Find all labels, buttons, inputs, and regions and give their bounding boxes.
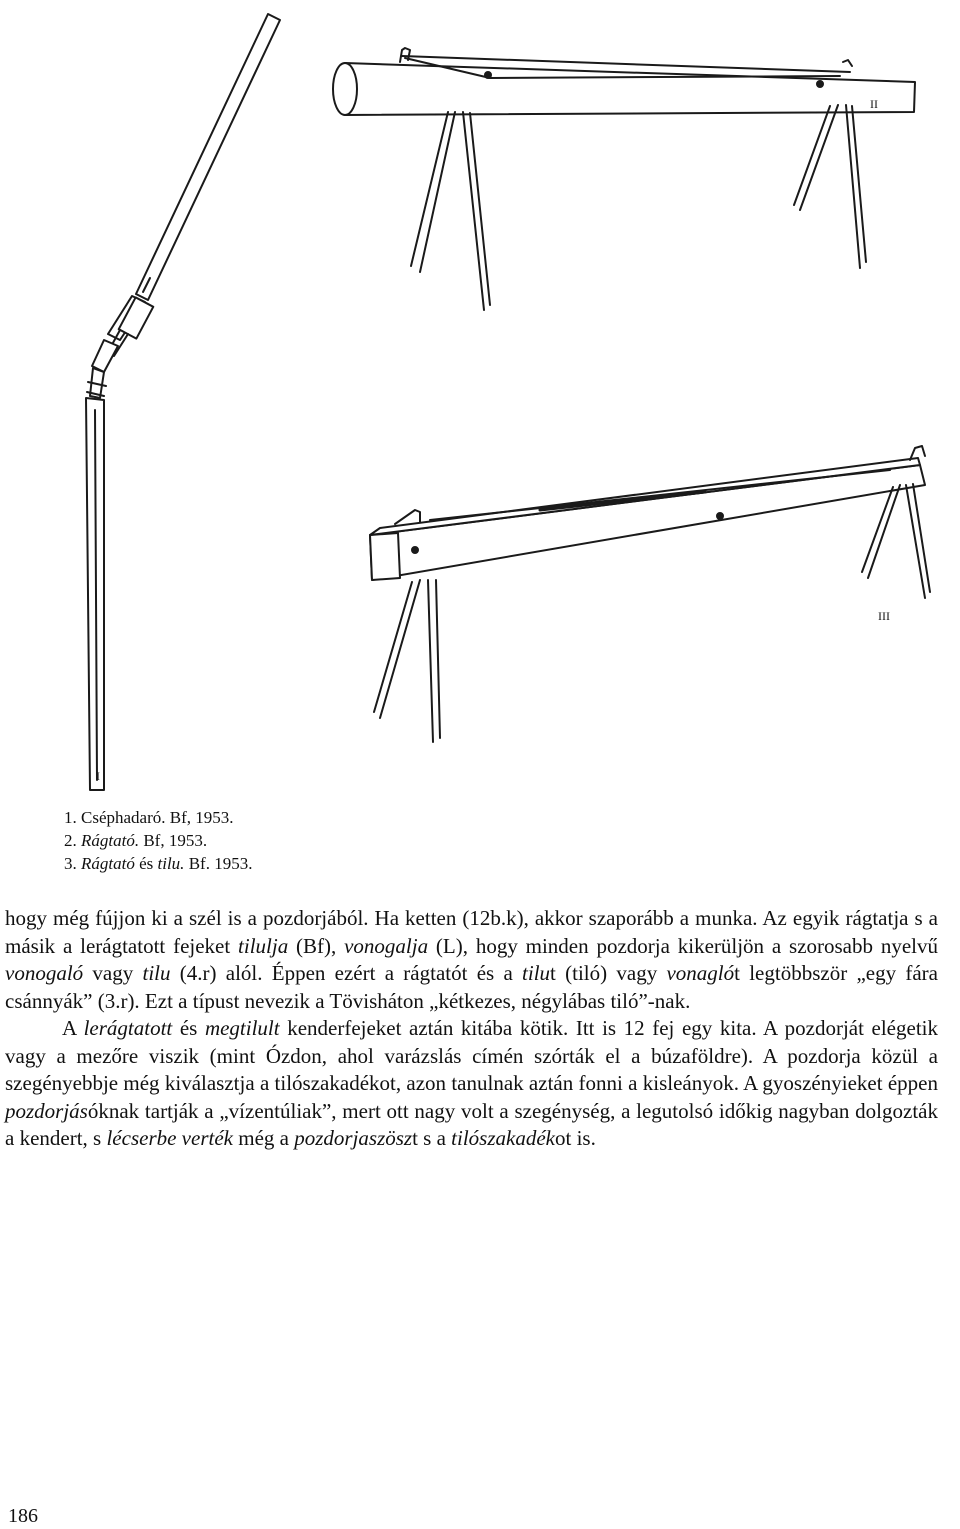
text-run: hogy még fújjon ki a szél is a pozdorjából. Ha ketten (12b.k), akkor szaporább a munka. Az egyik rágtatja s a másik a lerágtatott fejeket	[5, 906, 938, 958]
caption-line	[64, 852, 252, 875]
italic-run: tilu	[522, 961, 551, 985]
scutcher-round-drawing	[333, 48, 915, 310]
italic-run: vonogaló	[5, 961, 84, 985]
italic-run: Rágtató	[81, 854, 135, 873]
italic-run: pozdorjaszösz	[294, 1126, 413, 1150]
text-run: és	[134, 854, 158, 873]
text-run: és	[172, 1016, 205, 1040]
text-run: még a	[232, 1126, 295, 1150]
italic-run: vonogalja	[344, 933, 429, 958]
italic-run: Rágtató.	[81, 831, 140, 850]
italic-run: lécserbe verték	[106, 1126, 233, 1150]
flail-drawing	[86, 14, 280, 790]
caption-line	[64, 829, 252, 852]
italic-run: megtilult	[204, 1016, 280, 1040]
italic-run: vonagló	[666, 961, 735, 985]
figure-label-3: III	[878, 609, 890, 623]
text-run: t legtöbbször „egy fára csánnyák” (3.r). Ezt a típust nevezik a Tövisháton „kétkezes, négylábas tiló”-nak.	[5, 961, 938, 1013]
text-run: (Bf),	[288, 933, 345, 958]
paragraph	[5, 1015, 938, 1153]
italic-run: tilu.	[157, 854, 185, 873]
scutcher-square-drawing	[370, 446, 930, 742]
italic-run: tilu	[142, 961, 171, 985]
text-run: (L), hogy minden pozdorja kikerüljön a szorosabb nyelvű	[428, 933, 938, 958]
text-run: A	[62, 1016, 84, 1040]
text-run: vagy	[83, 961, 143, 985]
figure-label-2: II	[870, 97, 878, 111]
text-run: 2.	[64, 831, 81, 850]
italic-run: pozdorjás	[5, 1098, 88, 1123]
text-run: 1. Cséphadaró. Bf, 1953.	[64, 808, 234, 827]
text-run: Bf. 1953.	[184, 854, 253, 873]
italic-run: tilulja	[238, 933, 289, 958]
main-text	[5, 905, 938, 1153]
paragraph	[5, 905, 938, 1015]
text-run: t (tiló) vagy	[550, 961, 667, 985]
page-number: 186	[8, 1505, 38, 1527]
italic-run: tilószakadék	[451, 1126, 555, 1150]
caption-line	[64, 806, 252, 829]
text-run: t s a	[412, 1126, 452, 1150]
figure-captions	[64, 806, 252, 875]
italic-run: lerágtatott	[83, 1016, 173, 1040]
text-run: kenderfejeket aztán kitába kötik. Itt is 12 fej egy kita. A pozdorját elégetik vagy a mezőre viszik (mint Ózdon, ahol varázslás címén szórták el a búzaföldre). A pozdorja közül a szegényebbje még kiválasztja a tilószakadékot, azon tanulnak aztán fonni a kisleányok. A gyoszényieket éppen	[5, 1016, 938, 1095]
text-run: ot is.	[554, 1126, 596, 1150]
text-run: 3.	[64, 854, 81, 873]
figure-label-1: I	[96, 769, 100, 783]
text-run: Bf, 1953.	[139, 831, 208, 850]
text-run: óknak tartják a „vízentúliak”, mert ott nagy volt a szegénység, a legutolsó időkig nagyban dolgozták a kendert, s	[5, 1098, 938, 1150]
text-run: (4.r) alól. Éppen ezért a rágtatót és a	[170, 961, 523, 985]
